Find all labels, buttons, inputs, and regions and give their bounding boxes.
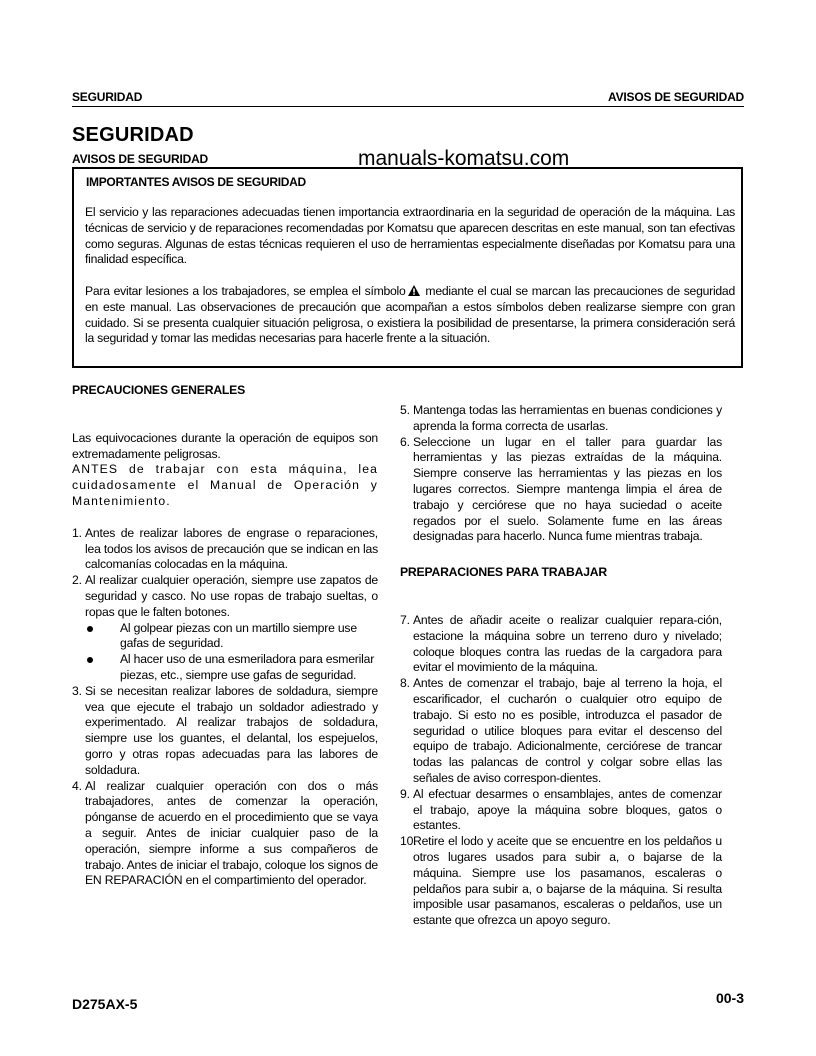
general-precautions-list-continued bbox=[400, 403, 722, 545]
item-number: 7. bbox=[400, 612, 410, 627]
bullet-dot-icon bbox=[87, 657, 93, 663]
item-text: Antes de realizar labores de engrase o reparaciones, lea todos los avisos de precaución que se indican en las calcomanías colocadas en la máquina. bbox=[85, 525, 379, 572]
item-text: Retire el lodo y aceite que se encuentre en los peldaños u otros lugares usados para subir a, o bajarse de la máquina. Siempre use los pasamanos, escaleras o peldaños para subir a, o bajarse de la máquina. Si resulta imposible usar pasamanos, escaleras o peldaños, use un estante que ofrezca un apoyo seguro. bbox=[413, 834, 722, 928]
item-text: Antes de comenzar el trabajo, baje al terreno la hoja, el escarificador, el cucharón o cualquier otro equipo de trabajo. Si esto no es posible, introduzca el pasador de seguridad o utilice bloques para evitar el descenso del equipo de trabajo. Adicionalmente, cerciórese de trancar todas las palancas de control y colgar sobre ellas las señales de aviso correspon-dientes. bbox=[413, 676, 722, 785]
notice-paragraph-2 bbox=[85, 284, 735, 347]
item-text: Al efectuar desarmes o ensamblajes, antes de comenzar el trabajo, apoye la máquina sobre bloques, gatos o estantes. bbox=[413, 786, 722, 833]
preparation-list bbox=[400, 613, 722, 929]
item-number: 4. bbox=[72, 778, 82, 793]
list-item bbox=[400, 403, 722, 435]
header-rule bbox=[72, 106, 744, 107]
notice-p2-after: mediante el cual se marcan las precauciones de seguridad en este manual. Las observaciones de precaución que acompañan a estos símbolos deben realizarse siempre con gran cuidado. Si se presenta cualquier situación peligrosa, o existiera la posibilidad de presentarse, la primera consideración será la seguridad y tomar las medidas necesarias para hacerle frente a la situación. bbox=[85, 284, 735, 346]
list-item bbox=[400, 676, 722, 787]
item-text: Seleccione un lugar en el taller para guardar las herramientas y las piezas extraídas de la máquina. Siempre conserve las herramientas y las piezas en los lugares correctos. Siempre mantenga limpia el área de trabajo y cerciórese que no haya suciedad o aceite regados por el suelo. Solamente fume en las áreas designadas para hacerlo. Nunca fume mientras trabaja. bbox=[413, 434, 722, 544]
item-text: Mantenga todas las herramientas en buenas condiciones y aprenda la forma correcta de usarlas. bbox=[413, 403, 722, 433]
item-number: 2. bbox=[72, 573, 82, 588]
notice-title: IMPORTANTES AVISOS DE SEGURIDAD bbox=[86, 175, 306, 189]
bullet-dot-icon bbox=[87, 626, 93, 632]
item-number: 1. bbox=[72, 525, 82, 540]
item-number: 10. bbox=[400, 834, 417, 849]
item-number: 9. bbox=[400, 786, 410, 801]
notice-p2-before: Para evitar lesiones a los trabajadores, se emplea el símbolo bbox=[85, 284, 406, 298]
bullet-item bbox=[72, 652, 378, 684]
item-number: 5. bbox=[400, 403, 410, 417]
running-header-section: SEGURIDAD bbox=[72, 90, 143, 104]
bullet-item bbox=[72, 621, 378, 653]
watermark: manuals-komatsu.com bbox=[358, 147, 570, 170]
item-number: 8. bbox=[400, 676, 410, 691]
page-subtitle: AVISOS DE SEGURIDAD bbox=[72, 152, 208, 166]
item-text: Al realizar cualquier operación, siempre use zapatos de seguridad y casco. No use ropas de trabajo sueltas, o ropas que le falten botones. bbox=[85, 573, 378, 619]
right-column bbox=[400, 403, 722, 929]
safety-notice-box bbox=[72, 167, 743, 368]
item-number: 6. bbox=[400, 434, 410, 449]
page-title: SEGURIDAD bbox=[72, 124, 194, 146]
bullet-text: Al hacer uso de una esmeriladora para esmerilar piezas, etc., siempre use gafas de seguridad. bbox=[120, 652, 375, 682]
warning-triangle-icon bbox=[408, 285, 420, 296]
bullet-list bbox=[72, 621, 378, 684]
list-item bbox=[400, 787, 722, 834]
intro-paragraph-1: Las equivocaciones durante la operación de equipos son extremadamente peligrosas. bbox=[72, 430, 378, 461]
general-precautions-list bbox=[72, 526, 378, 889]
intro-paragraph-2: ANTES de trabajar con esta máquina, lea cuidadosamente el Manual de Operación y Mantenimiento. bbox=[72, 462, 378, 508]
footer-model: D275AX-5 bbox=[72, 996, 138, 1012]
running-header-topic: AVISOS DE SEGURIDAD bbox=[608, 90, 744, 104]
list-item bbox=[72, 526, 378, 573]
item-text: Antes de añadir aceite o realizar cualquier repara-ción, estacione la máquina sobre un terreno duro y nivelado; coloque bloques contra las ruedas de la cargadora para evitar el movimiento de la máquina. bbox=[413, 612, 722, 675]
list-item bbox=[72, 779, 378, 890]
page-number: 00-3 bbox=[715, 990, 744, 1006]
list-item bbox=[400, 834, 722, 929]
item-text: Si se necesitan realizar labores de soldadura, siempre vea que ejecute el trabajo un soldador adiestrado y experimentado. Al realizar trabajos de soldadura, siempre use los guantes, el delantal, los espejuelos, gorro y otras ropas adecuadas para las labores de soldadura. bbox=[85, 683, 378, 777]
section-heading-preparation: PREPARACIONES PARA TRABAJAR bbox=[400, 565, 607, 580]
notice-paragraph-1: El servicio y las reparaciones adecuadas tienen importancia extraordinaria en la seguridad de operación de la máquina. Las técnicas de servicio y de reparaciones recomendadas por Komatsu que aparecen descritas en este manual, son tan efectivas como seguras. Algunas de estas técnicas requieren el uso de herramientas especialmente diseñadas por Komatsu para una finalidad específica. bbox=[85, 205, 735, 267]
list-item bbox=[72, 684, 378, 779]
list-item bbox=[400, 613, 722, 676]
left-column bbox=[72, 383, 378, 889]
bullet-text: Al golpear piezas con un martillo siempre use gafas de seguridad. bbox=[120, 620, 357, 651]
list-item bbox=[72, 573, 378, 684]
item-text: Al realizar cualquier operación con dos o más trabajadores, antes de comenzar la operación, pónganse de acuerdo en el procedimiento que se vaya a seguir. Antes de iniciar cualquier paso de la operación, siempre informe a sus compañeros de trabajo. Antes de iniciar el trabajo, coloque los signos de EN REPARACIÓN en el compartimiento del operador. bbox=[85, 778, 378, 888]
list-item bbox=[400, 435, 722, 546]
item-number: 3. bbox=[72, 683, 82, 698]
section-heading-general: PRECAUCIONES GENERALES bbox=[72, 383, 246, 397]
